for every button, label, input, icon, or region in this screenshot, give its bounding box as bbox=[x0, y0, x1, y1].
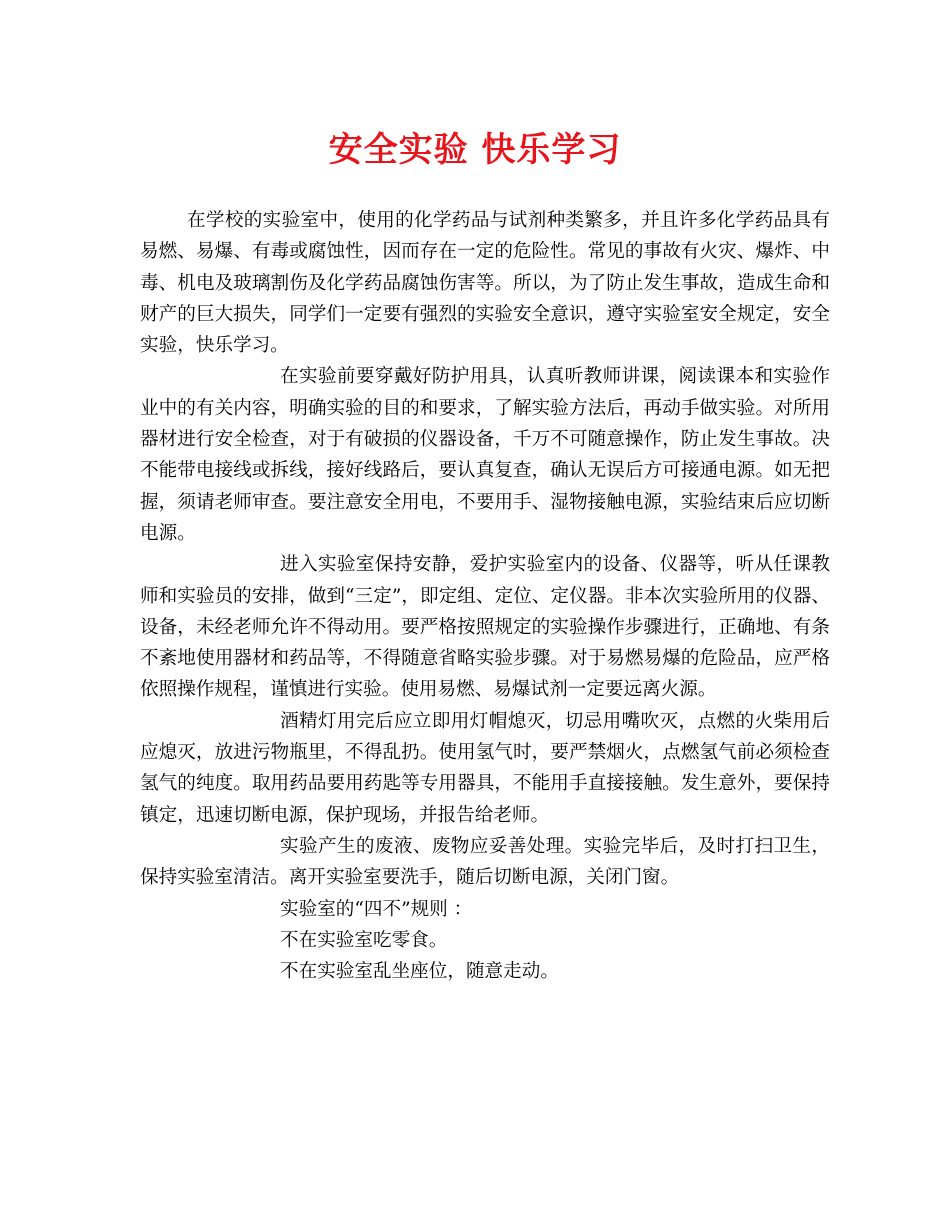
document-body bbox=[140, 205, 830, 987]
rules-heading: 实验室的“四不”规则 ： bbox=[280, 898, 473, 920]
document-title: 安全实验 快乐学习 bbox=[328, 130, 622, 170]
paragraph-preparation: 在实验前要穿戴好防护用具，认真听教师讲课，阅读课本和实验作业中的有关内容，明确实验的目的和要求，了解实验方法后，再动手做实验。对所用器材进行安全检查，对于有破损的仪器设备，千万不可随意操作，防止发生事故。决不能带电接线或拆线，接好线路后，要认真复查，确认无误后方可接通电源。如无把握，须请老师审查。要注意安全用电，不要用手、湿物接触电源，实验结束后应切断电源。 bbox=[140, 366, 830, 544]
rule-item: 不在实验室吃零食。 bbox=[280, 929, 448, 951]
paragraph-alcohol-lamp: 酒精灯用完后应立即用灯帽熄灭，切忌用嘴吹灭，点燃的火柴用后应熄灭，放进污物瓶里，不得乱扔。使用氢气时，要严禁烟火，点燃氢气前必须检查氢气的纯度。取用药品要用药匙等专用器具，不能用手直接接触。发生意外，要保持镇定，迅速切断电源，保护现场，并报告给老师。 bbox=[140, 710, 830, 826]
paragraph-intro: 在学校的实验室中，使用的化学药品与试剂种类繁多，并且许多化学药品具有易燃、易爆、有毒或腐蚀性，因而存在一定的危险性。常见的事故有火灾、爆炸、中毒、机电及玻璃割伤及化学药品腐蚀伤害等。所以，为了防止发生事故，造成生命和财产的巨大损失，同学们一定要有强烈的实验安全意识，遵守实验室安全规定，安全实验，快乐学习。 bbox=[140, 210, 830, 357]
rule-item: 不在实验室乱坐座位，随意走动。 bbox=[280, 961, 559, 983]
paragraph-lab-conduct: 进入实验室保持安静，爱护实验室内的设备、仪器等，听从任课教师和实验员的安排，做到“三定”，即定组、定位、定仪器。非本次实验所用的仪器、设备，未经老师允许不得动用。要严格按照规定的实验操作步骤进行，正确地、有条不紊地使用器材和药品等，不得随意省略实验步骤。对于易燃易爆的危险品，应严格依照操作规程，谨慎进行实验。使用易燃、易爆试剂一定要远离火源。 bbox=[140, 554, 830, 701]
paragraph-waste-cleanup: 实验产生的废液、废物应妥善处理。实验完毕后，及时打扫卫生，保持实验室清洁。离开实验室要洗手，随后切断电源，关闭门窗。 bbox=[140, 835, 830, 889]
